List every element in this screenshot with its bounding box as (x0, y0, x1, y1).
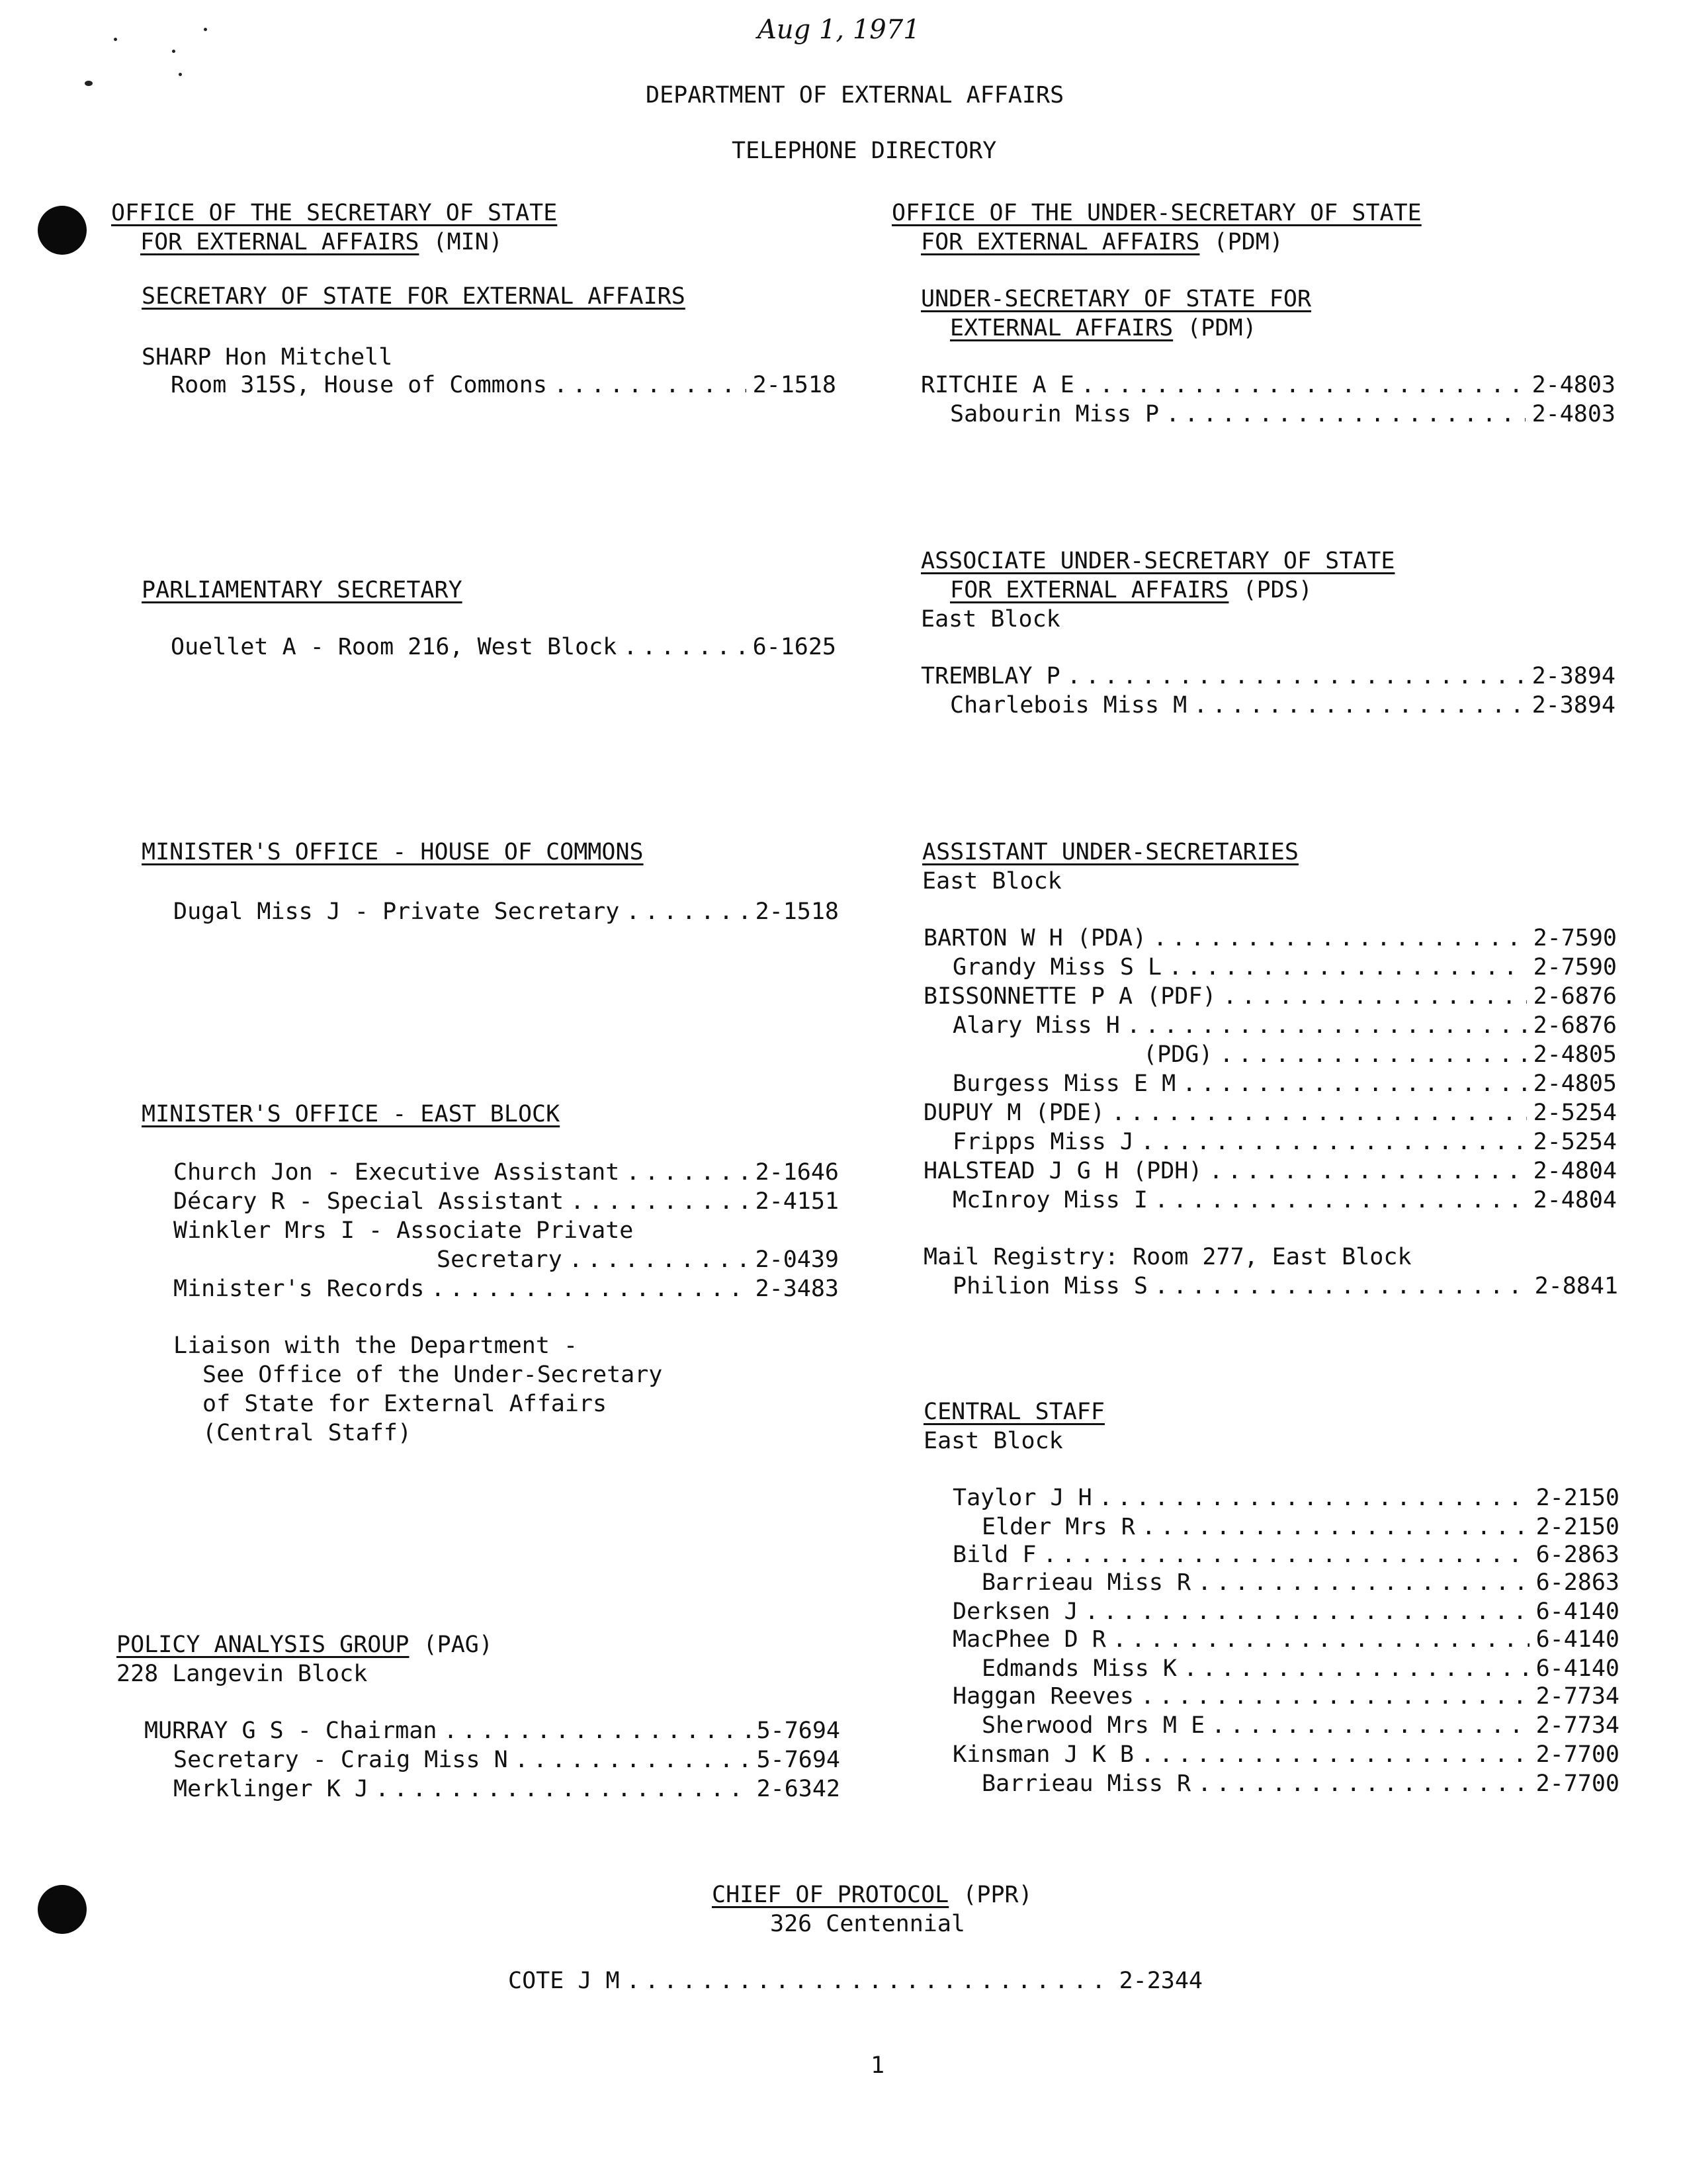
pag-heading: POLICY ANALYSIS GROUP (PAG) (116, 1632, 493, 1658)
directory-entry: Fripps Miss J . . . 2-5254 (953, 1127, 1617, 1157)
directory-entry: McInroy Miss I . . . 2-4804 (953, 1186, 1617, 1215)
asst-heading: ASSISTANT UNDER-SECRETARIES (922, 839, 1299, 865)
secstate-room-entry: Room 315S, House of Commons . . . 2-1518 (171, 371, 836, 400)
speck (114, 38, 117, 41)
directory-entry: Burgess Miss E M . . . 2-4805 (953, 1069, 1617, 1098)
usec-heading-line1: UNDER-SECRETARY OF STATE FOR (921, 286, 1312, 312)
directory-entry: Haggan Reeves . . . 2-7734 (953, 1682, 1619, 1711)
directory-entry: Grandy Miss S L . . . 2-7590 (953, 953, 1617, 982)
liaison-note: See Office of the Under-Secretary (202, 1362, 663, 1388)
directory-entry: TREMBLAY P . . . 2-3894 (921, 662, 1616, 691)
directory-entry: Edmands Miss K . . . 6-4140 (982, 1654, 1619, 1683)
assoc-heading-line2: FOR EXTERNAL AFFAIRS (PDS) (950, 577, 1313, 603)
directory-entry: Sabourin Miss P . . . 2-4803 (950, 400, 1616, 429)
parl-secretary-heading: PARLIAMENTARY SECRETARY (142, 577, 462, 603)
punch-hole-bottom (38, 1885, 87, 1934)
liaison-note: Liaison with the Department - (173, 1332, 578, 1359)
directory-entry-line: Winkler Mrs I - Associate Private (173, 1217, 634, 1244)
directory-entry: Elder Mrs R . . . 2-2150 (982, 1512, 1619, 1542)
secstate-name: SHARP Hon Mitchell (142, 344, 393, 371)
punch-hole-top (38, 206, 87, 255)
mail-registry: Mail Registry: Room 277, East Block (924, 1244, 1412, 1270)
min-office-east-heading: MINISTER'S OFFICE - EAST BLOCK (142, 1101, 560, 1127)
office-heading-pdm-line1: OFFICE OF THE UNDER-SECRETARY OF STATE (892, 200, 1422, 226)
min-office-hoc-heading: MINISTER'S OFFICE - HOUSE OF COMMONS (142, 839, 644, 865)
page-number: 1 (871, 2052, 885, 2079)
directory-entry: MacPhee D R . . . 6-4140 (953, 1625, 1619, 1654)
office-heading-min-line2: FOR EXTERNAL AFFAIRS (MIN) (140, 229, 503, 255)
assoc-heading-line1: ASSOCIATE UNDER-SECRETARY OF STATE (921, 548, 1395, 574)
directory-entry: RITCHIE A E . . . 2-4803 (921, 371, 1616, 400)
directory-entry: Kinsman J K B . . . 2-7700 (953, 1740, 1619, 1769)
protocol-location: 326 Centennial (770, 1911, 966, 1937)
directory-entry: HALSTEAD J G H (PDH) . . . 2-4804 (924, 1157, 1617, 1186)
directory-entry: (PDG) . . . 2-4805 (1143, 1040, 1617, 1069)
directory-entry: Taylor J H . . . 2-2150 (953, 1483, 1619, 1512)
speck (172, 50, 175, 53)
directory-entry: Bild F . . . 6-2863 (953, 1540, 1619, 1569)
directory-entry: Charlebois Miss M . . . 2-3894 (950, 691, 1616, 720)
speck (179, 73, 182, 76)
directory-entry: DUPUY M (PDE) . . . 2-5254 (924, 1098, 1617, 1127)
assoc-location: East Block (921, 606, 1060, 633)
directory-entry: Barrieau Miss R . . . 6-2863 (982, 1568, 1619, 1597)
directory-entry: Minister's Records . . . 2-3483 (173, 1274, 839, 1303)
parl-secretary-entry: Ouellet A - Room 216, West Block . . . 6-1625 (171, 633, 836, 662)
liaison-note: of State for External Affairs (202, 1391, 607, 1417)
office-heading-pdm-line2: FOR EXTERNAL AFFAIRS (PDM) (921, 229, 1283, 255)
directory-entry: Philion Miss S . . . 2-8841 (953, 1272, 1618, 1301)
directory-entry: Alary Miss H . . . 2-6876 (953, 1011, 1617, 1040)
directory-entry: Sherwood Mrs M E . . . 2-7734 (982, 1711, 1619, 1740)
directory-title: TELEPHONE DIRECTORY (732, 138, 997, 164)
directory-entry: Merklinger K J . . . 2-6342 (173, 1774, 840, 1804)
asst-location: East Block (922, 868, 1062, 895)
protocol-heading: CHIEF OF PROTOCOL (PPR) (712, 1882, 1033, 1908)
directory-entry: Secretary - Craig Miss N . . . 5-7694 (173, 1745, 840, 1774)
office-heading-min-line1: OFFICE OF THE SECRETARY OF STATE (111, 200, 558, 226)
protocol-entry: COTE J M . . . 2-2344 (508, 1966, 1203, 1995)
directory-entry: Secretary . . . 2-0439 (437, 1245, 839, 1274)
min-office-hoc-entry: Dugal Miss J - Private Secretary . . . 2-1518 (173, 897, 839, 926)
central-staff-location: East Block (924, 1428, 1063, 1454)
speck (204, 28, 207, 31)
pag-location: 228 Langevin Block (116, 1661, 368, 1687)
handwritten-date: Aug 1, 1971 (757, 15, 920, 45)
directory-entry: MURRAY G S - Chairman . . . 5-7694 (144, 1716, 840, 1745)
speck (85, 81, 93, 86)
directory-entry: BISSONNETTE P A (PDF) . . . 2-6876 (924, 982, 1617, 1011)
secstate-heading: SECRETARY OF STATE FOR EXTERNAL AFFAIRS (142, 283, 685, 310)
directory-entry: BARTON W H (PDA) . . . 2-7590 (924, 924, 1617, 953)
department-title: DEPARTMENT OF EXTERNAL AFFAIRS (646, 82, 1064, 109)
usec-heading-line2: EXTERNAL AFFAIRS (PDM) (950, 315, 1257, 341)
directory-entry: Décary R - Special Assistant . . . 2-4151 (173, 1187, 839, 1216)
directory-entry: Derksen J . . . 6-4140 (953, 1597, 1619, 1626)
directory-entry: Barrieau Miss R . . . 2-7700 (982, 1769, 1619, 1798)
liaison-note: (Central Staff) (202, 1420, 412, 1446)
directory-entry: Church Jon - Executive Assistant . . . 2-1646 (173, 1158, 839, 1187)
central-staff-heading: CENTRAL STAFF (924, 1399, 1105, 1425)
